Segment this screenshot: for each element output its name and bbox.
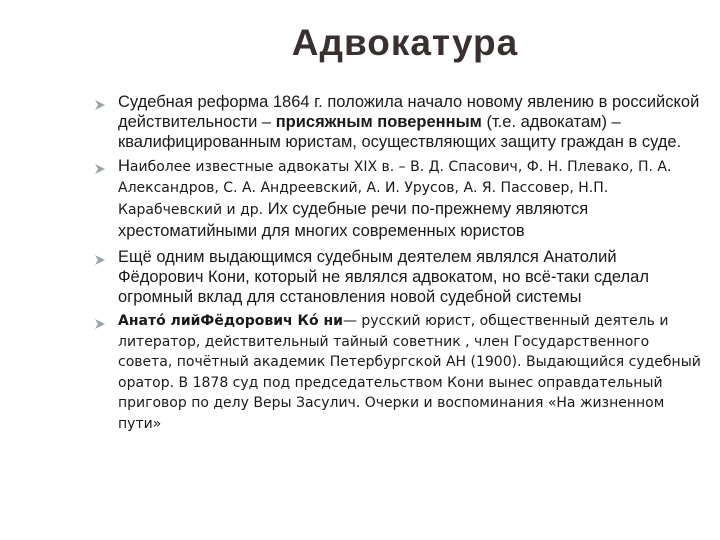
bullet-item-4 [94, 311, 706, 435]
bullet-1-part-1: Судебная реформа 1864 г. положила начало новому явлению в российской действительности – [118, 93, 700, 131]
bullet-text-1 [118, 92, 706, 152]
slide-title: Адвокатура [291, 22, 519, 63]
bullet-2-part-1: Н [118, 157, 130, 175]
bullet-1-bold: присяжным поверенным [275, 113, 482, 131]
bullet-1-part-3: (т.е. адвокатам) – квалифицированным юристам, осуществляющих защиту граждан в суде. [118, 113, 682, 151]
bullet-text-2 [118, 156, 706, 243]
bullet-4-part-2: — русский юрист, общественный деятель и литератор, действительный тайный советник , член Государственного совета, почётный академик Петербургской АН (1900). Выдающийся судебный оратор. В 1878 суд под председательством Кони вынес оправдательный приговор по делу Веры Засулич. Очерки и воспоминания «На жизненном пути» [118, 313, 701, 432]
bullet-item-1 [94, 92, 706, 152]
arrow-bullet-icon [94, 318, 106, 330]
arrow-bullet-icon [94, 163, 106, 175]
arrow-bullet-icon [94, 254, 106, 266]
bullet-2-part-2: аиболее известные адвокаты XIX в. – В. Д. Спасович, Ф. Н. Плевако, П. А. Александров, С. А. Андреевский, А. И. Урусов, А. Я. Пассовер, Н.П. Карабчевский и др. [118, 159, 672, 218]
bullet-text-3: Ещё одним выдающимся судебным деятелем являлся Анатолий Фёдорович Кони, который не являлся адвокатом, но всё-таки сделал огромный вклад для сстановления новой судебной системы [118, 248, 649, 306]
arrow-bullet-icon [94, 99, 106, 111]
bullet-4-bold: Анато́ лийФёдорович Ко́ ни [118, 313, 343, 329]
bullet-text-4 [118, 311, 706, 435]
bullet-2-part-3: Их судебные речи по-прежнему являются хрестоматийными для многих современных юристов [118, 200, 589, 240]
bullet-item-2 [94, 156, 706, 243]
bullet-list [94, 92, 706, 439]
bullet-item-3 [94, 247, 706, 307]
